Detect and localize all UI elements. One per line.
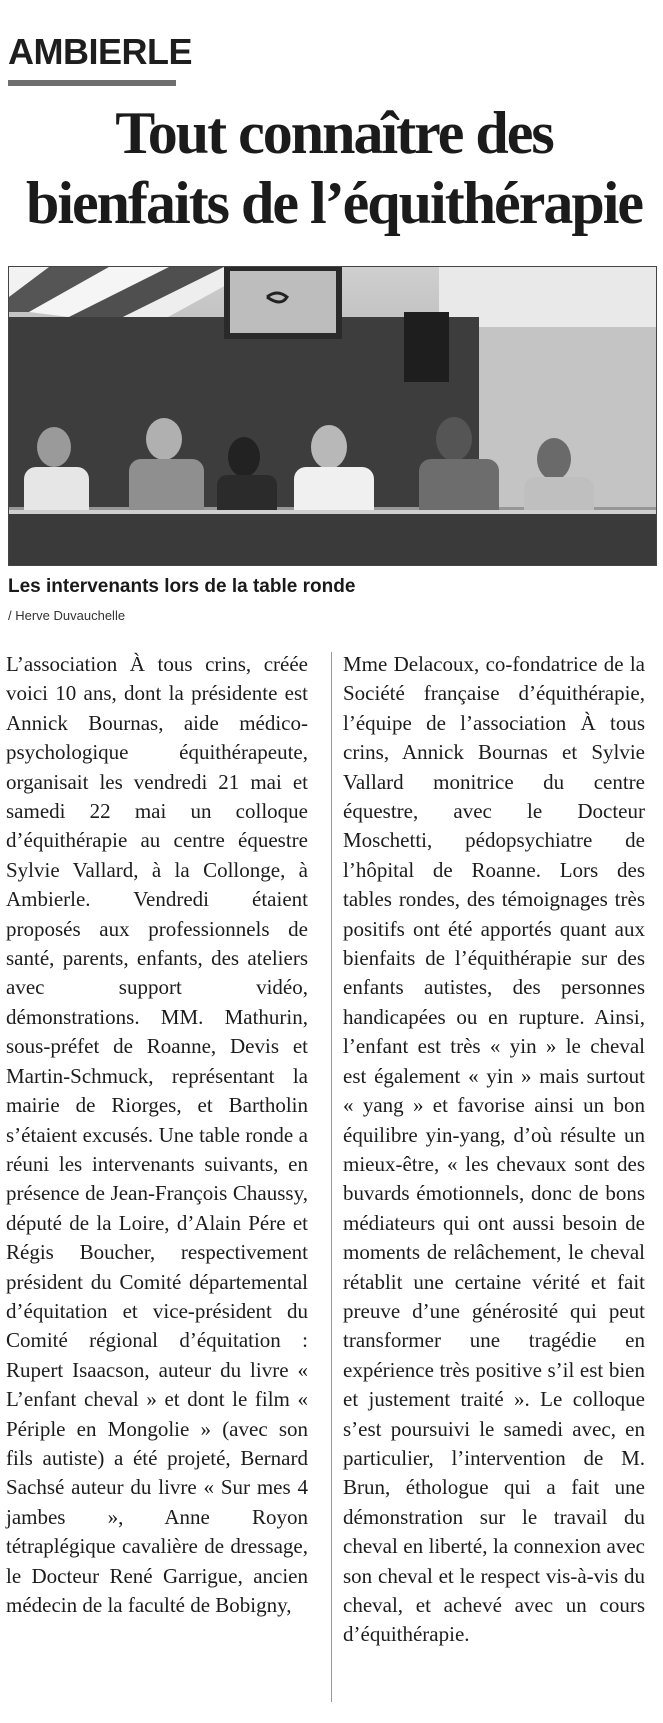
article-photo bbox=[8, 266, 657, 566]
column-divider bbox=[331, 652, 332, 1702]
speaker-box bbox=[404, 312, 449, 382]
article-body-column-left: L’association À tous crins, créée voici 10 ans, dont la présidente est Annick Bournas, aide médico-psychologique équithérapeute, organisait les vendredi 21 mai et samedi 22 mai un colloque d’équithérapie au centre équestre Sylvie Vallard, à la Collonge, à Ambierle. Vendredi étaient proposés aux professionnels de santé, parents, enfants, des ateliers avec support vidéo, démonstrations. MM. Mathurin, sous-préfet de Roanne, Devis et Martin-Schmuck, représentant la mairie de Riorges, et Bartholin s’étaient excusés. Une table ronde a réuni les intervenants suivants, en présence de Jean-François Chaussy, député de la Loire, d’Alain Pére et Régis Boucher, respectivement président du Comité départemental d’équitation et vice-président du Comité régional d’équitation : Rupert Isaacson, auteur du livre « L’enfant cheval » et dont le film « Périple en Mongolie » (avec son fils autiste) a été projeté, Bernard Sachsé auteur du livre « Sur mes 4 jambes », Anne Royon tétraplégique cavalière de dressage, le Docteur René Garrigue, ancien médecin de la faculté de Bobigny, bbox=[6, 652, 308, 1617]
headline-line-1: Tout connaître des bbox=[115, 100, 553, 166]
headline-line-2: bienfaits de l’équithérapie bbox=[26, 170, 642, 236]
kicker-underline bbox=[8, 80, 176, 86]
photo-caption: Les intervenants lors de la table ronde bbox=[8, 576, 356, 597]
projection-screen bbox=[224, 267, 342, 339]
photo-credit: / Herve Duvauchelle bbox=[8, 608, 126, 623]
round-table-photo-illustration bbox=[9, 267, 656, 565]
section-kicker: AMBIERLE bbox=[8, 31, 192, 72]
article-body-column-right: Mme Delacoux, co-fondatrice de la Société française d’équithérapie, l’équipe de l’association À tous crins, Annick Bournas et Sylvie Vallard monitrice du centre équestre, avec le Docteur Moschetti, pédopsychiatre de l’hôpital de Roanne. Lors des tables rondes, des témoignages très positifs ont été apportés quant aux bienfaits de l’équithérapie sur des enfants autistes, des personnes handicapées ou en rupture. Ainsi, l’enfant est très « yin » le cheval est également « yin » mais surtout « yang » et favorise ainsi un bon équilibre yin-yang, d’où résulte un mieux-être, « les chevaux sont des buvards émotionnels, donc de bons médiateurs qui ont aussi besoin de moments de relâchement, le cheval rétablit une certaine vérité et fait preuve d’une générosité qui peut transformer une tragédie en expérience très positive s’il est bien et justement traité ». Le colloque s’est poursuivi le samedi avec, en particulier, l’intervention de M. Brun, éthologue qui a fait une démonstration sur le travail du cheval en liberté, la connexion avec son cheval et le respect vis-à-vis du cheval, et achevé avec un cours d’équithérapie. bbox=[343, 652, 645, 1647]
article-headline bbox=[8, 98, 660, 238]
conference-table bbox=[9, 512, 656, 565]
